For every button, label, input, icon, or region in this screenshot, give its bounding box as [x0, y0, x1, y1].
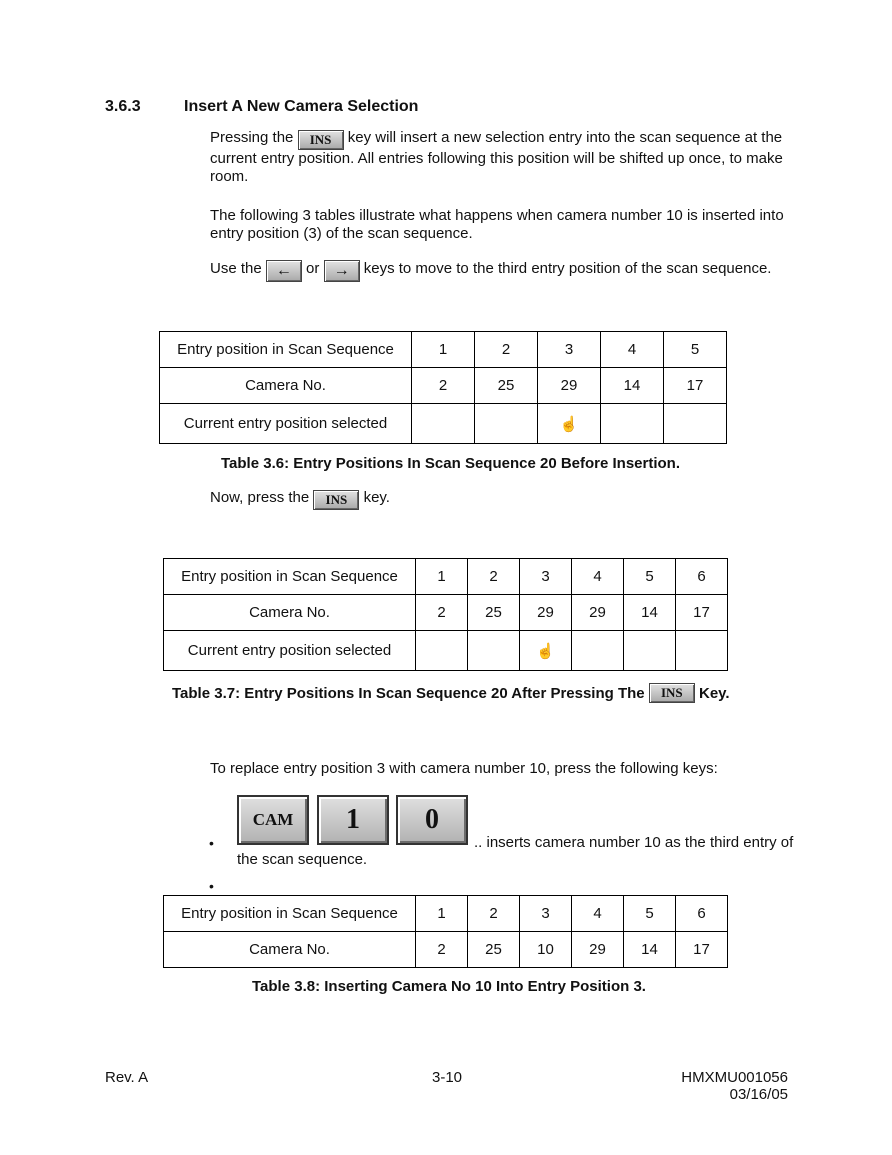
ins-key-icon: INS — [313, 490, 359, 510]
table-cell: 29 — [520, 595, 572, 631]
table-cell: 29 — [538, 368, 601, 404]
right-arrow-key-icon: → — [324, 260, 360, 282]
table-cell — [676, 631, 728, 671]
table-cell: 2 — [468, 559, 520, 595]
table-cell: 14 — [624, 932, 676, 968]
para3-text-start: Use the — [210, 260, 262, 277]
paragraph-arrow-keys — [210, 260, 830, 282]
table-cell: 5 — [624, 559, 676, 595]
table-cell: Camera No. — [160, 368, 412, 404]
table-row — [160, 404, 727, 444]
table-cell: Current entry position selected — [160, 404, 412, 444]
table-cell — [572, 631, 624, 671]
table-row — [164, 595, 728, 631]
table-cell: 25 — [468, 932, 520, 968]
table-row — [164, 559, 728, 595]
table-cell: 3 — [520, 896, 572, 932]
table-cell: 17 — [664, 368, 727, 404]
pointing-hand-icon: ☝ — [538, 404, 601, 444]
footer-document-id: HMXMU001056 — [681, 1069, 788, 1086]
section-number: 3.6.3 — [105, 98, 141, 115]
table-cell: 5 — [624, 896, 676, 932]
table-before-insertion — [159, 331, 727, 444]
table-cell: 10 — [520, 932, 572, 968]
ins-key-icon: INS — [649, 683, 695, 703]
para3-text-end: keys to move to the third entry position of the scan sequence. — [363, 260, 772, 277]
table-row — [164, 631, 728, 671]
table-cell: 17 — [676, 595, 728, 631]
table-cell: 1 — [416, 559, 468, 595]
paragraph-insert-description — [210, 129, 810, 186]
table-cell: 14 — [624, 595, 676, 631]
table-cell: 29 — [572, 932, 624, 968]
table-row — [164, 896, 728, 932]
table-cell: 3 — [538, 332, 601, 368]
caption-table-3-6: Table 3.6: Entry Positions In Scan Sequence 20 Before Insertion. — [221, 455, 681, 472]
table-cell: 2 — [412, 368, 475, 404]
left-arrow-key-icon: ← — [266, 260, 302, 282]
para4-text-start: Now, press the — [210, 489, 310, 506]
pointing-hand-icon: ☝ — [520, 631, 572, 671]
caption-table-3-8: Table 3.8: Inserting Camera No 10 Into Entry Position 3. — [252, 978, 646, 995]
table-cell: 2 — [416, 932, 468, 968]
footer-page-number: 3-10 — [432, 1069, 463, 1086]
table-inserting-camera-10 — [163, 895, 728, 968]
keys-description-line2: the scan sequence. — [237, 851, 368, 868]
table-cell: 4 — [572, 896, 624, 932]
table-cell: 2 — [416, 595, 468, 631]
table-cell — [475, 404, 538, 444]
paragraph-tables-intro — [210, 207, 810, 243]
para2-line2: entry position (3) of the scan sequence. — [210, 225, 473, 242]
table-row — [160, 368, 727, 404]
table-cell — [601, 404, 664, 444]
table-cell: Entry position in Scan Sequence — [164, 896, 416, 932]
table-cell: Current entry position selected — [164, 631, 416, 671]
footer-date: 03/16/05 — [729, 1086, 788, 1103]
table-cell — [416, 631, 468, 671]
table-cell — [468, 631, 520, 671]
paragraph-press-ins — [210, 489, 390, 510]
ins-key-icon: INS — [298, 130, 344, 150]
para3-text-or: or — [306, 260, 320, 277]
table-cell: 4 — [601, 332, 664, 368]
table-cell: Camera No. — [164, 932, 416, 968]
table-cell: 29 — [572, 595, 624, 631]
table-cell — [664, 404, 727, 444]
table-cell: 6 — [676, 559, 728, 595]
table-cell — [624, 631, 676, 671]
table-cell: 1 — [412, 332, 475, 368]
table-cell: 17 — [676, 932, 728, 968]
section-title: Insert A New Camera Selection — [184, 98, 419, 115]
table-row — [164, 932, 728, 968]
table-row — [160, 332, 727, 368]
para4-text-end: key. — [363, 489, 390, 506]
table-cell: Camera No. — [164, 595, 416, 631]
footer-revision: Rev. A — [105, 1069, 149, 1086]
caption-3-7-text-start: Table 3.7: Entry Positions In Scan Sequence 20 After Pressing The — [172, 685, 645, 702]
table-cell: 4 — [572, 559, 624, 595]
keys-description: .. inserts camera number 10 as the third entry of — [474, 834, 794, 851]
table-cell: 5 — [664, 332, 727, 368]
caption-3-7-text-end: Key. — [698, 685, 730, 702]
table-cell: 14 — [601, 368, 664, 404]
table-cell: 3 — [520, 559, 572, 595]
table-cell: 2 — [468, 896, 520, 932]
cam-key-icon: CAM — [237, 795, 309, 845]
table-cell: 6 — [676, 896, 728, 932]
table-cell: 25 — [475, 368, 538, 404]
para2-line1: The following 3 tables illustrate what happens when camera number 10 is inserted into — [210, 207, 784, 224]
table-cell: 25 — [468, 595, 520, 631]
bullet-marker: • — [209, 878, 214, 894]
caption-table-3-7 — [172, 683, 730, 703]
table-cell: Entry position in Scan Sequence — [160, 332, 412, 368]
para1-text-start: Pressing the — [210, 129, 294, 146]
table-cell: Entry position in Scan Sequence — [164, 559, 416, 595]
table-after-pressing-ins — [163, 558, 728, 671]
digit-0-key-icon: 0 — [396, 795, 468, 845]
digit-1-key-icon: 1 — [317, 795, 389, 845]
table-cell: 1 — [416, 896, 468, 932]
table-cell — [412, 404, 475, 444]
table-cell: 2 — [475, 332, 538, 368]
paragraph-replace-entry: To replace entry position 3 with camera number 10, press the following keys: — [210, 760, 718, 777]
para1-line2: current entry position. All entries following this position will be shifted up once, to make — [210, 150, 783, 167]
para1-line3: room. — [210, 168, 249, 185]
bullet-marker: • — [209, 835, 214, 851]
para1-text-end: key will insert a new selection entry into the scan sequence at the — [347, 129, 783, 146]
